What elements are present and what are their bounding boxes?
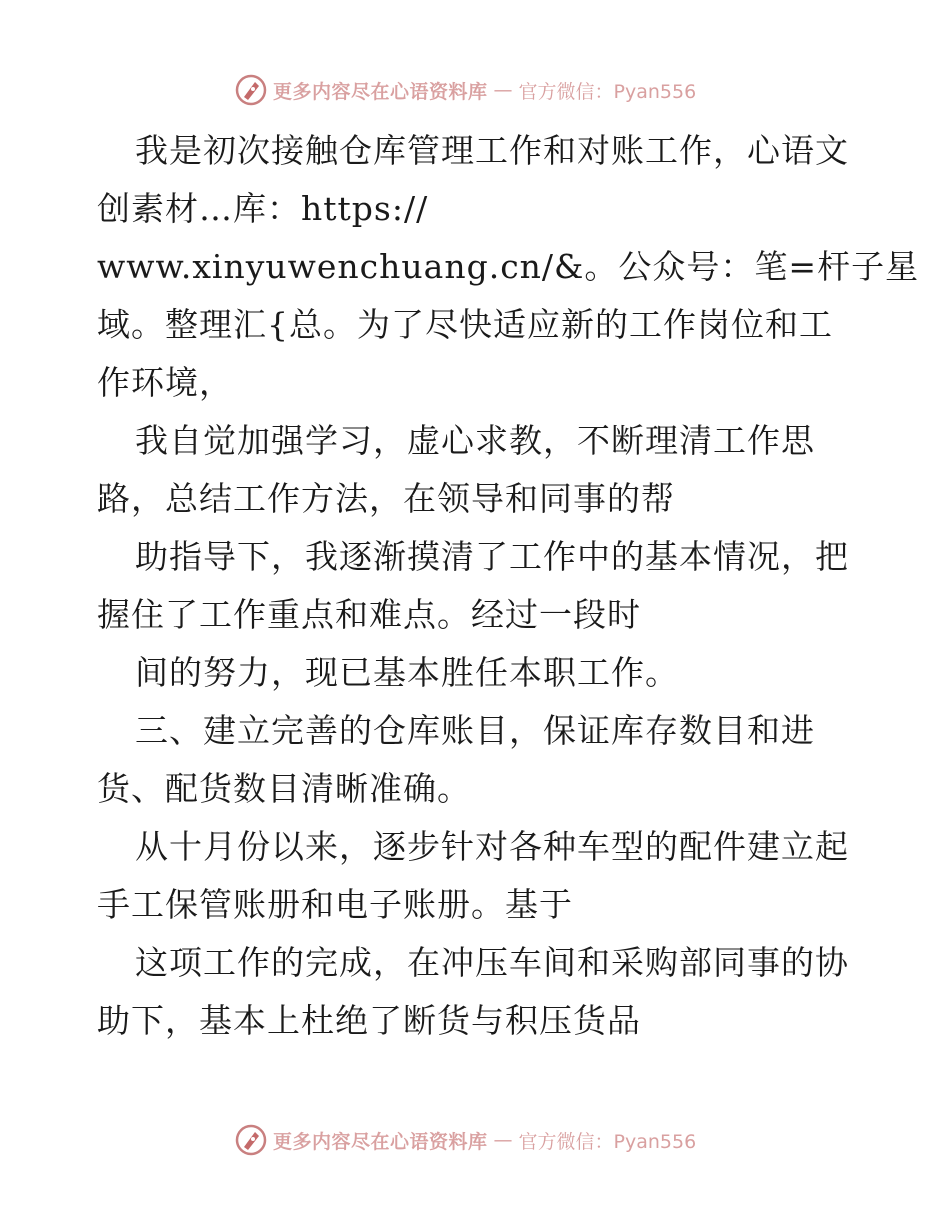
text-line: 间的努力，现已基本胜任本职工作。 <box>135 653 679 692</box>
body-text <box>97 122 920 1050</box>
header-watermark <box>235 72 696 108</box>
text-line: 我自觉加强学习，虚心求教，不断理清工作思 <box>135 421 815 460</box>
text-line: 路，总结工作方法，在领导和同事的帮 <box>97 479 675 518</box>
watermark-separator: — <box>493 1129 513 1151</box>
watermark-wechat: 官方微信：Pyan556 <box>518 80 697 103</box>
text-line: 三、建立完善的仓库账目，保证库存数目和进 <box>135 711 815 750</box>
text-line: 我是初次接触仓库管理工作和对账工作，心语文 <box>135 131 849 170</box>
pen-nib-logo-icon <box>235 1124 267 1156</box>
watermark-wechat: 官方微信：Pyan556 <box>518 1130 697 1153</box>
footer-watermark <box>235 1122 696 1158</box>
text-line: 货、配货数目清晰准确。 <box>97 769 471 808</box>
text-line: 域。整理汇{总。为了尽快适应新的工作岗位和工 <box>97 305 833 344</box>
text-line: www.xinyuwenchuang.cn/&。公众号：笔=杆子星 <box>97 247 920 286</box>
text-line: 助下，基本上杜绝了断货与积压货品 <box>97 1001 641 1040</box>
text-line: 从十月份以来，逐步针对各种车型的配件建立起 <box>135 827 849 866</box>
text-line: 这项工作的完成，在冲压车间和采购部同事的协 <box>135 943 849 982</box>
text-line: 创素材…库：https:// <box>97 189 429 228</box>
watermark-text: 更多内容尽在心语资料库 <box>273 1130 488 1153</box>
watermark-separator: — <box>493 79 513 101</box>
text-line: 作环境， <box>97 363 233 402</box>
text-line: 手工保管账册和电子账册。基于 <box>97 885 573 924</box>
pen-nib-logo-icon <box>235 74 267 106</box>
text-line: 握住了工作重点和难点。经过一段时 <box>97 595 641 634</box>
watermark-text: 更多内容尽在心语资料库 <box>273 80 488 103</box>
text-line: 助指导下，我逐渐摸清了工作中的基本情况，把 <box>135 537 849 576</box>
